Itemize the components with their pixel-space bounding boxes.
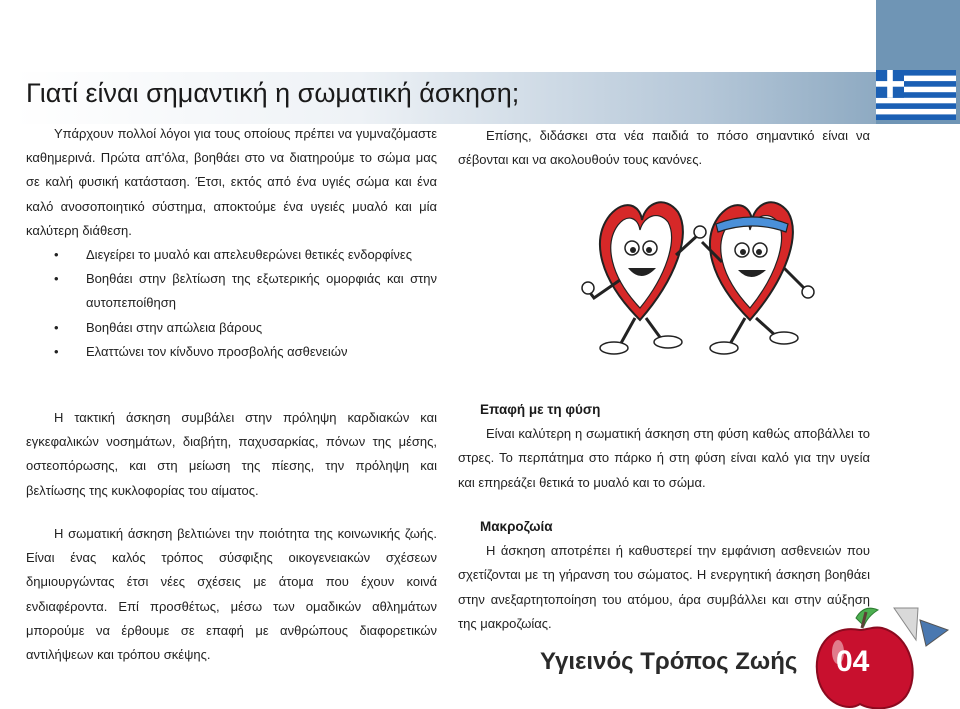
right-intro-block [458,124,870,172]
running-hearts-icon [580,180,820,360]
red-apple-icon [808,600,960,709]
list-item: • Διεγείρει το μυαλό και απελευθερώνει θετικές ενδορφίνες [26,243,437,267]
nature-heading: Επαφή με τη φύση [480,402,601,417]
intro-paragraph: Υπάρχουν πολλοί λόγοι για τους οποίους πρέπει να γυμναζόμαστε καθημερινά. Πρώτα απ'όλα, βοηθάει στο να διατηρούμε το σώμα μας σε καλή φυσική κατάσταση. Έτσι, εκτός από ένα υγιές σώμα και ένα καλό ανοσοποιητικό σύστημα, αποκτούμε ένα υγειές μυαλό και μία καλύτερη διάθεση. [26,126,437,238]
health-paragraph: Η τακτική άσκηση συμβάλει στην πρόληψη καρδιακών και εγκεφαλικών νοσημάτων, διαβήτη, παχυσαρκίας, πόνων της μέσης, οστεοπόρωσης, και στη μείωση της πίεσης, την πρόληψη και βελτίωσης της κυκλοφορίας του αίματος. [26,410,437,498]
list-item: • Βοηθάει στην βελτίωση της εξωτερικής ομορφιάς και στην αυτοπεποίθηση [26,267,437,315]
list-item: • Βοηθάει στην απώλεια βάρους [26,316,437,340]
longevity-paragraph: Η άσκηση αποτρέπει ή καθυστερεί την εμφάνιση ασθενειών που σχετίζονται με τη γήρανση του σώματος. Η ενεργητική άσκηση βοηθάει στην ανεξαρτητοποίηση του ατόμου, άρα συμβάλλει και στην αύξηση της μακροζωίας. [458,543,870,631]
benefits-list [26,243,437,364]
footer-title: Υγιεινός Τρόπος Ζωής [540,648,798,675]
page-number: 04 [836,645,870,678]
social-paragraph: Η σωματική άσκηση βελτιώνει την ποιότητα της κοινωνικής ζωής. Είναι ένας καλός τρόπος σύσφιξης οικογενειακών σχέσεων δημιουργώντας έτσι νέες σχέσεις με άτομα που έχουν κοινά ενδιαφέροντα. Επί προσθέτως, μέσω των ομαδικών αθλημάτων μπορούμε να έρθουμε σε επαφή με ανθρώπους διαφορετικών αντιλήψεων και τρόπου σκέψης. [26,526,437,663]
nature-section [458,398,870,495]
longevity-heading: Μακροζωία [480,519,553,534]
left-health-block [26,406,437,503]
rules-paragraph: Επίσης, διδάσκει στα νέα παιδιά το πόσο σημαντικό είναι να σέβονται και να ακολουθούν τους κανόνες. [458,128,870,168]
nature-paragraph: Είναι καλύτερη η σωματική άσκηση στη φύση καθώς αποβάλλει το στρες. Το περπάτημα στο πάρκο ή στη φύση είναι καλό για την υγεία και επηρεάζει θετικά το μυαλό και το σώμα. [458,426,870,490]
greek-flag-icon [876,70,956,120]
left-social-block [26,522,437,667]
page-title: Γιατί είναι σημαντική η σωματική άσκηση; [26,78,520,108]
list-item: • Ελαττώνει τον κίνδυνο προσβολής ασθενειών [26,340,437,364]
left-intro-block [26,122,437,364]
